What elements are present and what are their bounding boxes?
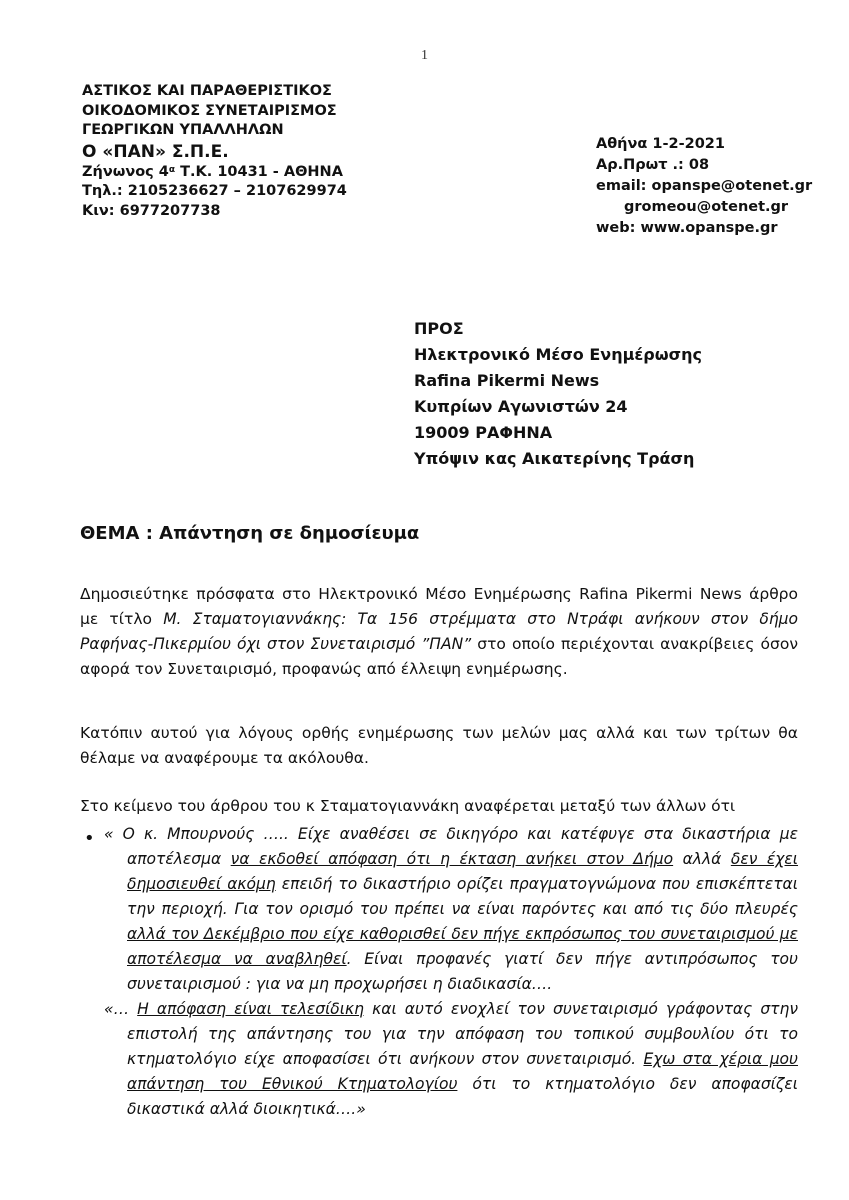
sender-line-3: ΓΕΩΡΓΙΚΩΝ ΥΠΑΛΛΗΛΩΝ <box>82 122 284 138</box>
recipient-line-2: Rafina Pikermi News <box>414 371 600 390</box>
website: web: www.opanspe.gr <box>596 220 778 236</box>
recipient-line-5: Υπόψιν κας Αικατερίνης Τράση <box>414 449 695 468</box>
sender-line-1: ΑΣΤΙΚΟΣ ΚΑΙ ΠΑΡΑΘΕΡΙΣΤΙΚΟΣ <box>82 83 332 99</box>
sender-address: Ζήνωνος $4^\alpha$ Τ.Κ. 10431 - ΑΘΗΝΑ <box>82 163 343 180</box>
letter-meta <box>596 134 812 239</box>
email-secondary: gromeou@otenet.gr <box>624 199 789 215</box>
recipient-line-1: Ηλεκτρονικό Μέσο Ενημέρωσης <box>414 345 702 364</box>
subject-line: ΘΕΜΑ : Απάντηση σε δημοσίευμα <box>80 523 420 544</box>
recipient-line-3: Κυπρίων Αγωνιστών 24 <box>414 397 628 416</box>
recipient-block <box>414 316 702 472</box>
page-number: 1 <box>421 48 428 63</box>
paragraph-purpose: Κατόπιν αυτού για λόγους ορθής ενημέρωσης των μελών μας αλλά και των τρίτων θα θέλαμε να αναφέρουμε τα ακόλουθα. <box>80 724 798 767</box>
sender-mobile: Κιν: 6977207738 <box>82 202 221 219</box>
article-title: Μ. Σταματογιαννάκης: Τα 156 στρέμματα στο Ντράφι ανήκουν στον δήμο Ραφήνας-Πικερμίου όχι στον Συνεταιρισμό ”ΠΑΝ” <box>80 610 798 653</box>
recipient-line-4: 19009 ΡΑΦΗΝΑ <box>414 423 553 442</box>
email-primary: email: opanspe@otenet.gr <box>596 178 813 194</box>
quote-second: «… Η απόφαση είναι τελεσίδικη και αυτό ενοχλεί τον συνεταιρισμό γράφοντας στην επιστολή της απάντησης του για την απόφαση του τοπικού συμβουλίου ότι το κτηματολόγιο είχε αποφασίσει ότι ανήκουν στον συνεταιρισμό. Εχω στα χέρια μου απάντηση του Εθνικού Κτηματολογίου ότι το κτηματολόγιο δεν αποφασίζει δικαστικά αλλά διοικητικά….» <box>104 1000 799 1118</box>
sender-line-2: ΟΙΚΟΔΟΜΙΚΟΣ ΣΥΝΕΤΑΙΡΙΣΜΟΣ <box>82 102 337 119</box>
paragraph-quote-intro: Στο κείμενο του άρθρου του κ Σταματογιαννάκη αναφέρεται μεταξύ των άλλων ότι <box>80 797 736 815</box>
protocol-number: Αρ.Πρωτ .: 08 <box>596 157 710 173</box>
letter-date: Αθήνα 1-2-2021 <box>596 136 725 152</box>
sender-phone: Τηλ.: 2105236627 – 2107629974 <box>82 183 347 199</box>
bullet-icon: • <box>84 828 95 849</box>
paragraph-intro: Δημοσιεύτηκε πρόσφατα στο Ηλεκτρονικό Μέσο Ενημέρωσης Rafina Pikermi News άρθρο με τίτλο Μ. Σταματογιαννάκης: Τα 156 στρέμματα στο Ντράφι ανήκουν στον δήμο Ραφήνας-Πικερμίου όχι στον Συνεταιρισμό ”ΠΑΝ” στο οποίο περιέχονται ανακρίβειες όσον αφορά τον Συνεταιρισμό, προφανώς από έλλειψη ενημέρωσης. <box>80 585 798 678</box>
quote-first: « Ο κ. Μπουρνούς ….. Είχε αναθέσει σε δικηγόρο και κατέφυγε στα δικαστήρια με αποτέλεσμα να εκδοθεί απόφαση ότι η έκταση ανήκει στον Δήμο αλλά δεν έχει δημοσιευθεί ακόμη επειδή το δικαστήριο ορίζει πραγματογνώμονα που επισκέπτεται την περιοχή. Για τον ορισμό του πρέπει να είναι παρόντες και από τις δύο πλευρές αλλά τον Δεκέμβριο που είχε καθορισθεί δεν πήγε εκπρόσωπος του συνεταιρισμού με αποτέλεσμα να αναβληθεί. Είναι προφανές γιατί δεν πήγε αντιπρόσωπος του συνεταιρισμού : για να μη προχωρήσει η διαδικασία…. <box>104 825 799 993</box>
sender-name: Ο «ΠΑΝ» Σ.Π.Ε. <box>82 141 229 162</box>
recipient-to-label: ΠΡΟΣ <box>414 319 464 338</box>
sender-block <box>82 82 347 221</box>
quote-block <box>104 822 798 1122</box>
